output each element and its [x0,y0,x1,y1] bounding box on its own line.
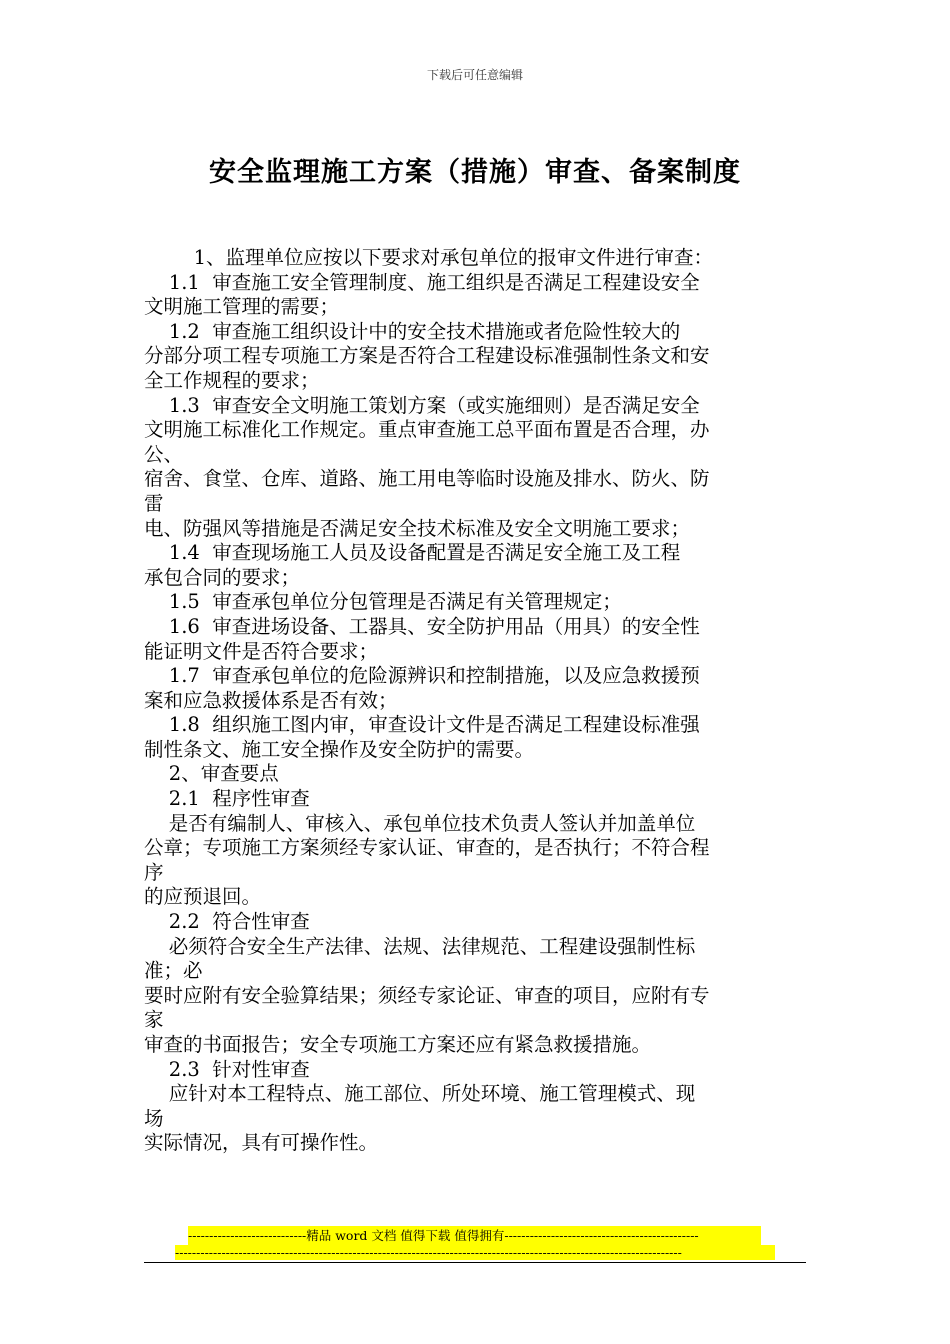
body-line: 2.3 针对性审查 [144,1057,310,1081]
body-line: 1.2 审查施工组织设计中的安全技术措施或者危险性较大的 [144,319,681,343]
body-line: 审查的书面报告；安全专项施工方案还应有紧急救援措施。 [144,1033,652,1056]
body-line: 1、监理单位应按以下要求对承包单位的报审文件进行审查： [144,246,713,269]
body-line: 公、 [144,442,184,466]
body-line: 2.1 程序性审查 [144,787,310,811]
body-line: 2、审查要点 [144,762,279,786]
page-header: 下载后可任意编辑 [426,68,523,82]
body-line: 必须符合安全生产法律、法规、法律规范、工程建设强制性标 [144,934,696,958]
document-body [144,246,806,1156]
body-line: 案和应急救援体系是否有效； [144,688,398,712]
body-line: 文明施工标准化工作规定。重点审查施工总平面布置是否合理，办 [144,418,710,442]
body-line: 是否有编制人、审核入、承包单位技术负责人签认并加盖单位 [144,811,696,835]
body-line: 文明施工管理的需要； [144,295,340,319]
body-line: 能证明文件是否符合要求； [144,639,379,663]
footer-dash-line: ------------------------------------------------------------------------------------------------------------------------ [175,1245,775,1260]
body-line: 实际情况，具有可操作性。 [144,1131,379,1155]
body-line: 准；必 [144,959,203,983]
body-line: 家 [144,1008,164,1032]
body-line: 的应预退回。 [144,885,262,909]
document-title: 安全监理施工方案（措施）审查、备案制度 [209,157,741,188]
body-line: 1.6 审查进场设备、工器具、安全防护用品（用具）的安全性 [144,614,700,638]
body-line: 宿舍、食堂、仓库、道路、施工用电等临时设施及排水、防火、防 [144,467,710,491]
body-line: 1.4 审查现场施工人员及设备配置是否满足安全施工及工程 [144,541,681,565]
body-line: 1.3 审查安全文明施工策划方案（或实施细则）是否满足安全 [144,393,700,417]
body-line: 分部分项工程专项施工方案是否符合工程建设标准强制性条文和安 [144,344,710,368]
body-line: 1.7 审查承包单位的危险源辨识和控制措施，以及应急救援预 [144,664,700,688]
footer-rule [144,1262,806,1263]
body-line: 全工作规程的要求； [144,368,320,392]
body-line: 1.1 审查施工安全管理制度、施工组织是否满足工程建设安全 [144,270,700,294]
body-line: 应针对本工程特点、施工部位、所处环境、施工管理模式、现 [144,1082,696,1106]
body-line: 电、防强风等措施是否满足安全技术标准及安全文明施工要求； [144,516,691,540]
body-line: 雷 [144,491,164,515]
body-line: 场 [144,1106,164,1130]
body-line: 1.8 组织施工图内审，审查设计文件是否满足工程建设标准强 [144,713,700,737]
body-line: 2.2 符合性审查 [144,910,310,934]
body-line: 制性条文、施工安全操作及安全防护的需要。 [144,737,535,761]
body-line: 要时应附有安全验算结果；须经专家论证、审查的项目，应附有专 [144,983,710,1007]
body-line: 序 [144,860,164,884]
body-line: 1.5 审查承包单位分包管理是否满足有关管理规定； [144,590,622,614]
body-line: 承包合同的要求； [144,565,301,589]
body-line: 公章；专项施工方案须经专家认证、审查的，是否执行；不符合程 [144,836,710,860]
footer-banner: ----------------------------精品 word 文档 值得下载 值得拥有---------------------------------------------- [188,1226,761,1245]
